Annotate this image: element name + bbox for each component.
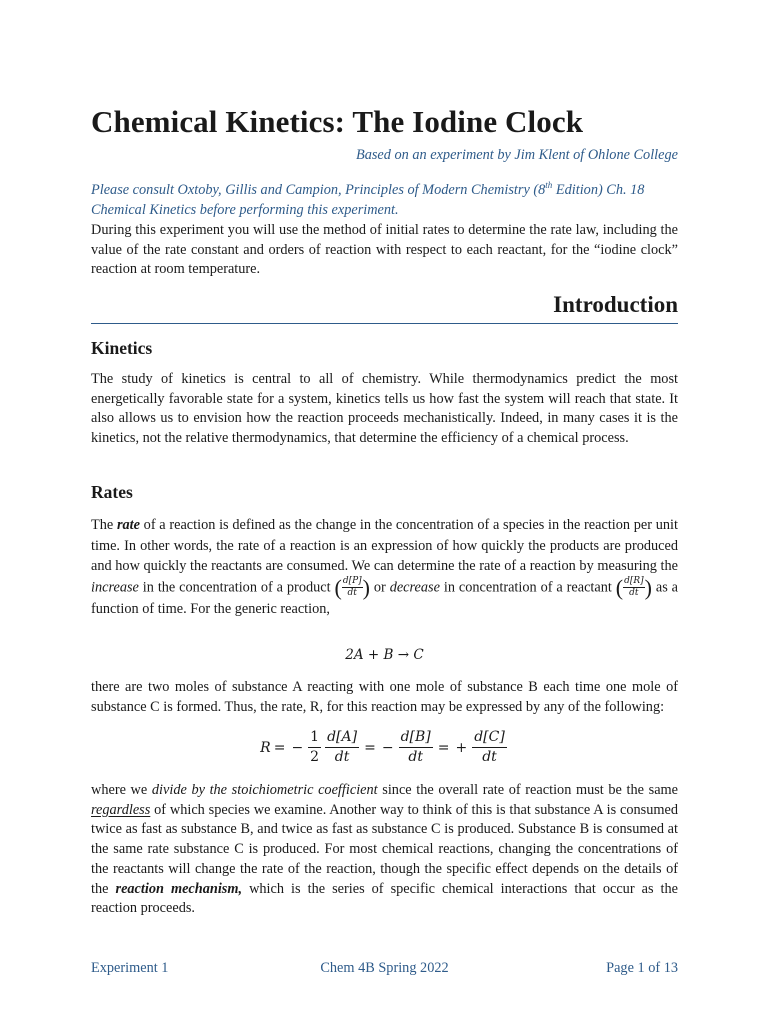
- fraction-denominator: dt: [629, 588, 639, 598]
- eq-equals: =: [364, 739, 376, 756]
- mechanism-term: reaction mechanism,: [115, 880, 243, 897]
- rates-text: in concentration of a reactant: [439, 578, 616, 595]
- increase-term: increase: [91, 578, 139, 595]
- product-rate-fraction: [342, 577, 363, 598]
- rate-expression-equation: [91, 730, 678, 766]
- fraction-denominator: dt: [334, 749, 350, 766]
- heading-divider: [91, 323, 678, 324]
- regardless-term: regardless: [91, 801, 151, 818]
- rates-paragraph-2: there are two moles of substance A reacting with one mole of substance B each time one mole of substance C is formed. Thus, the rate, R, for this reaction may be expressed by any of the following:: [91, 679, 678, 715]
- eq-equals: =: [437, 739, 450, 756]
- fraction-denominator: dt: [347, 588, 357, 598]
- eq-equals: =: [273, 739, 286, 756]
- paren-close: ): [362, 574, 370, 600]
- rate-term: rate: [116, 517, 140, 533]
- paren-open: (: [615, 574, 624, 600]
- rates-text: of which species we examine. Another way to think of this is that substance A is consumed twice as fast as substance B, and twice as fast as substance C is produced. Substance B is consumed at the same rate substance C is produced. For most chemical reactions, changing the concentrations of the reactants will change the rate of the reaction, though the specific effect depends on the details of the: [91, 801, 678, 897]
- reading-note-post: Edition) Ch. 18 Chemical Kinetics before performing this experiment.: [91, 181, 645, 218]
- reading-note-sup: th: [545, 180, 553, 190]
- fraction-denominator: dt: [408, 749, 423, 766]
- footer-experiment: Experiment 1: [91, 960, 169, 976]
- kinetics-heading: Kinetics: [91, 338, 153, 358]
- decrease-term: decrease: [389, 578, 440, 595]
- rates-text: or: [369, 578, 390, 595]
- kinetics-paragraph: The study of kinetics is central to all of chemistry. While thermodynamics predict the most energetically favorable state for a system, kinetics tells us how fast the system will reach that state. It also allows us to envision how the reaction proceeds mechanistically. Indeed, in many cases it is the kinetics, not the relative thermodynamics, that determine the efficiency of a chemical process.: [91, 371, 678, 447]
- introduction-heading: Introduction: [553, 292, 678, 317]
- rates-text: of a reaction is defined as the change in the concentration of a species in the reaction per unit time. In other words, the rate of a reaction is an expression of how quickly the products are produced and how quickly the reactants are consumed. We can determine the rate of a reaction by measuring the: [91, 517, 678, 574]
- fraction-numerator: 1: [308, 730, 321, 748]
- footer-course: Chem 4B Spring 2022: [320, 960, 449, 976]
- stoichiometric-term: divide by the stoichiometric coefficient: [151, 782, 378, 798]
- reading-note-pre: Please consult Oxtoby, Gillis and Campion, Principles of Modern Chemistry (8: [91, 181, 546, 198]
- fraction-denominator: dt: [482, 749, 497, 766]
- rates-text: which is the series of specific chemical interactions that occur as the reaction proceeds.: [91, 880, 678, 917]
- page-footer: [91, 960, 678, 980]
- rates-text: The: [91, 517, 117, 533]
- rates-text: where we: [91, 782, 152, 798]
- fraction-numerator: d[B]: [399, 730, 433, 748]
- rates-paragraph-3: [91, 781, 678, 919]
- eq-half-fraction: [308, 730, 321, 766]
- paren-close: ): [644, 574, 652, 600]
- eq-lhs: R: [260, 739, 271, 756]
- eq-minus: −: [291, 739, 304, 756]
- experiment-credit: Based on an experiment by Jim Klent of Ohlone College: [355, 147, 678, 163]
- footer-page-number: Page 1 of 13: [606, 960, 678, 976]
- rates-heading: Rates: [91, 482, 133, 502]
- fraction-numerator: d[R]: [624, 576, 644, 586]
- eq-plus: +: [455, 739, 468, 756]
- page-title: Chemical Kinetics: The Iodine Clock: [91, 104, 584, 139]
- rates-text: in the concentration of a product: [138, 578, 335, 595]
- rates-text: as a function of time. For the generic reaction,: [91, 578, 679, 617]
- reactant-rate-fraction: [623, 577, 645, 598]
- eq-minus: −: [381, 739, 394, 756]
- fraction-numerator: d[P]: [342, 576, 362, 586]
- reading-note: [91, 175, 691, 220]
- paren-open: (: [334, 574, 342, 600]
- fraction-numerator: d[A]: [325, 730, 359, 748]
- fraction-numerator: d[C]: [472, 730, 507, 748]
- eq-da-fraction: [325, 730, 359, 766]
- generic-reaction-equation: 2A + B → C: [345, 647, 424, 663]
- fraction-denominator: 2: [310, 749, 320, 766]
- rates-paragraph-1: [91, 515, 678, 619]
- rates-text: since the overall rate of reaction must be the same: [377, 782, 679, 798]
- eq-dc-fraction: [472, 730, 507, 766]
- intro-paragraph: During this experiment you will use the method of initial rates to determine the rate law, including the value of the rate constant and orders of reaction with respect to each reactant, for the “iodine clock” reaction at room temperature.: [91, 222, 678, 278]
- eq-db-fraction: [399, 730, 433, 766]
